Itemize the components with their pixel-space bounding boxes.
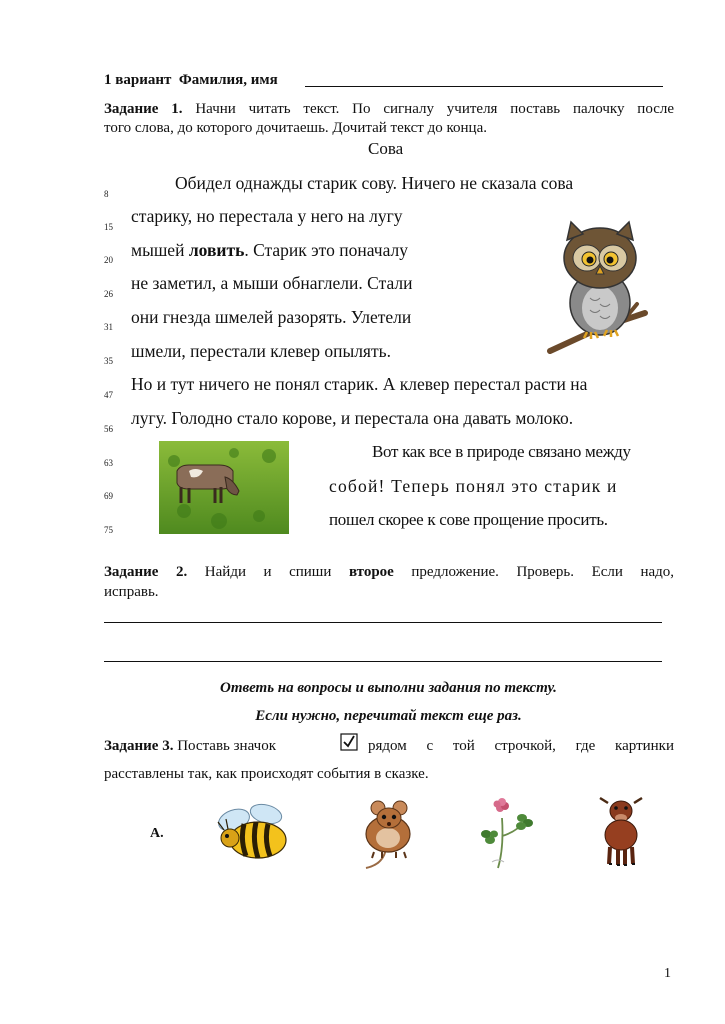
story-line-7: Но и тут ничего не понял старик. А клевер перестал расти на [131, 374, 588, 394]
story-line-11: пошел скорее к сове прощение просить. [329, 510, 608, 529]
answer-line-2[interactable] [104, 661, 662, 662]
task2-label: Задание 2. [104, 564, 188, 580]
bee-icon [214, 802, 294, 864]
word-count-4: 26 [104, 289, 113, 299]
page-number: 1 [664, 966, 671, 981]
story-line-2: старику, но перестала у него на лугу [131, 206, 403, 226]
story-line-9: Вот как все в природе связано между [372, 442, 631, 461]
word-count-2: 15 [104, 222, 113, 232]
task2-line2: исправь. [104, 584, 159, 600]
cow-icon [596, 795, 646, 867]
mouse-icon [356, 796, 418, 870]
task3-line1-rest: рядом с той строчкой, где картинки [368, 738, 674, 754]
task1-label: Задание 1. [104, 101, 183, 117]
task3-line1: Задание 3. Поставь значок [104, 738, 276, 754]
word-count-8: 56 [104, 424, 113, 434]
word-count-1: 8 [104, 189, 109, 199]
word-count-10: 69 [104, 491, 113, 501]
story-line-4: не заметил, а мыши обнаглели. Стали [131, 273, 413, 293]
task1-line1: Задание 1. Начни читать текст. По сигналу учителя поставь палочку после [104, 101, 674, 117]
word-count-11: 75 [104, 525, 113, 535]
header-line [104, 71, 278, 89]
word-count-6: 35 [104, 356, 113, 366]
word-count-3: 20 [104, 255, 113, 265]
story-line-3: мышей ловить. Старик это поначалу [131, 240, 408, 260]
story-line-1: Обидел однажды старик сову. Ничего не сказала сова [175, 173, 574, 193]
task2-line1: Задание 2. Найди и спиши второе предложение. Проверь. Если надо, [104, 564, 675, 580]
task3-label: Задание 3. [104, 738, 174, 754]
row-a-label: А. [150, 826, 164, 841]
name-label: Фамилия, имя [178, 72, 278, 88]
answer-line-1[interactable] [104, 622, 662, 623]
word-count-5: 31 [104, 322, 113, 332]
story-line-5: они гнезда шмелей разорять. Улетели [131, 307, 412, 327]
variant-label: 1 вариант [104, 72, 172, 88]
checkmark-box-icon [340, 733, 358, 751]
clover-icon [478, 796, 536, 870]
task1-line2: того слова, до которого дочитаешь. Дочитай текст до конца. [104, 120, 487, 136]
instructions-line-1: Ответь на вопросы и выполни задания по тексту. [220, 680, 557, 696]
story-line-10: собой! Теперь понял это старик и [329, 476, 618, 496]
instructions-line-2: Если нужно, перечитай текст еще раз. [255, 708, 522, 724]
story-line-8: лугу. Голодно стало корове, и перестала она давать молоко. [131, 408, 574, 428]
story-line-6: шмели, перестали клевер опылять. [131, 341, 391, 361]
task3-line2: расставлены так, как происходят события в сказке. [104, 766, 429, 782]
cow-photo [159, 441, 289, 534]
name-field-line[interactable] [305, 86, 663, 87]
word-count-7: 47 [104, 390, 113, 400]
owl-illustration [545, 218, 650, 358]
word-count-9: 63 [104, 458, 113, 468]
story-title: Сова [368, 139, 404, 158]
